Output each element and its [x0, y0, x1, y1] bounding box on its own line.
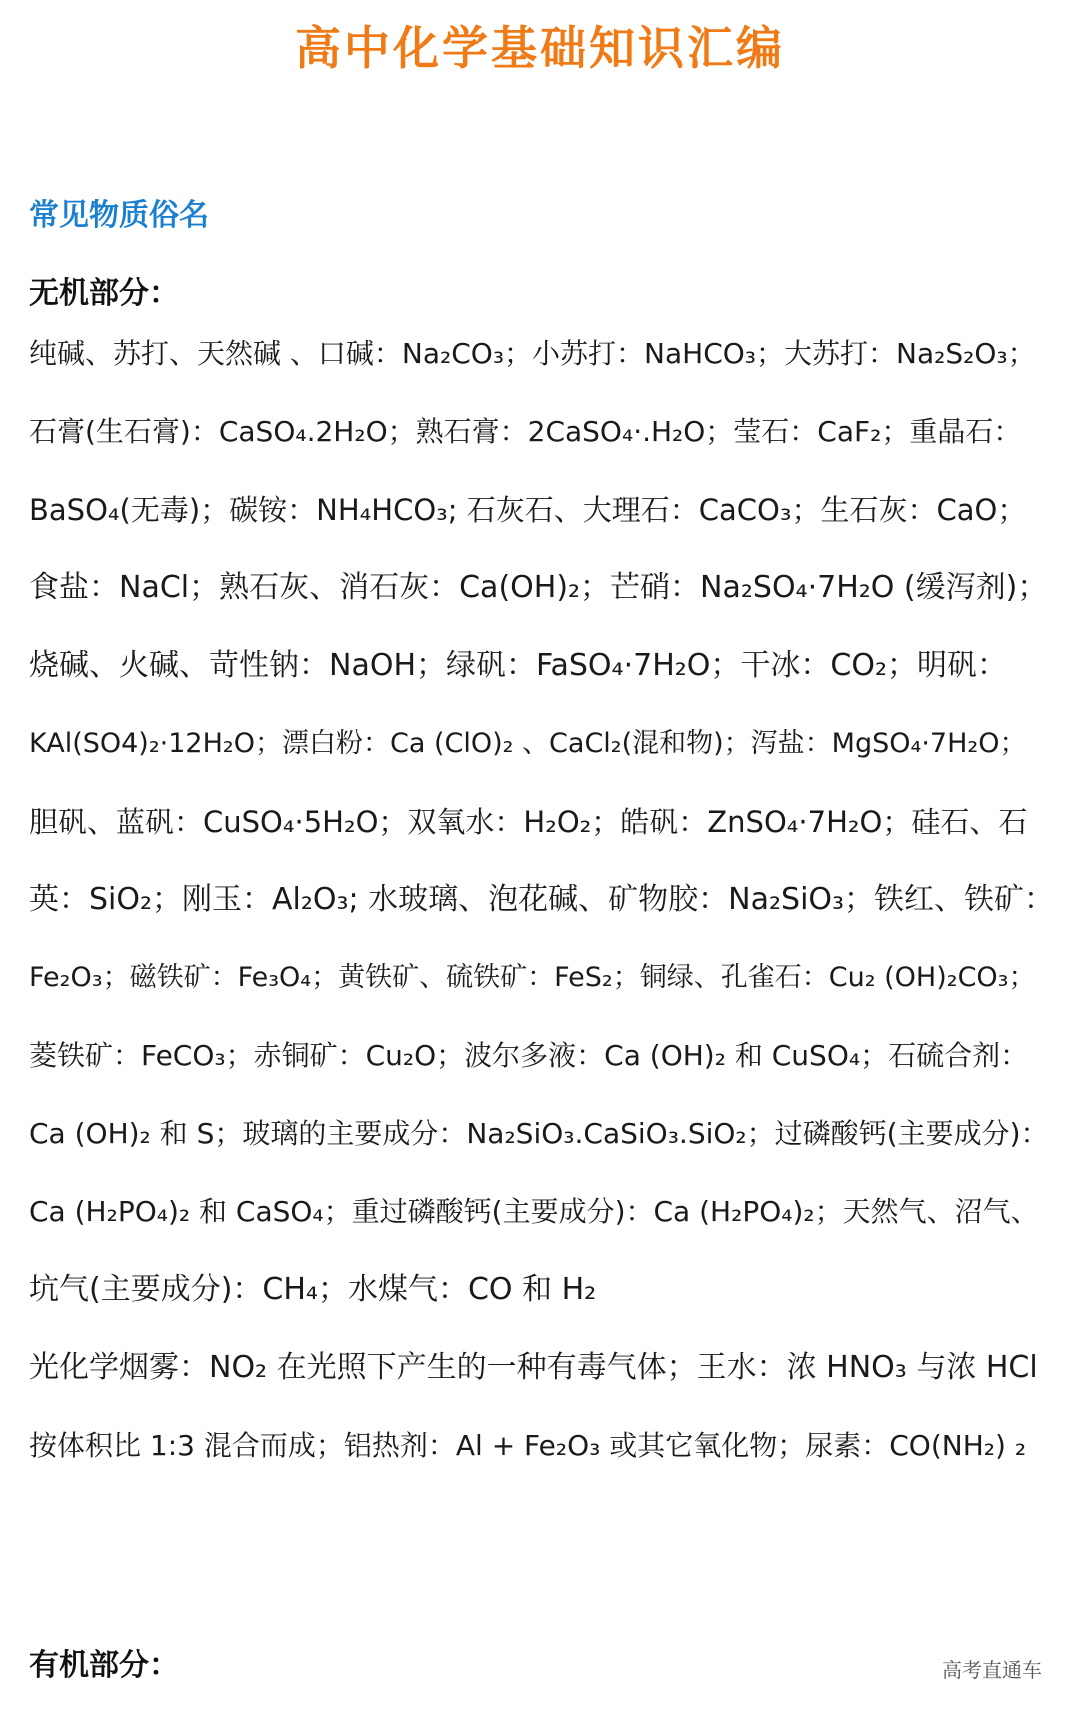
text-line: 英：SiO₂；刚玉：Al₂O₃; 水玻璃、泡花碱、矿物胶：Na₂SiO₃；铁红、铁矿： — [29, 882, 1055, 917]
text-line: 坑气(主要成分)：CH₄；水煤气：CO 和 H₂ — [29, 1272, 597, 1307]
text-line: 菱铁矿：FeCO₃；赤铜矿：Cu₂O；波尔多液：Ca (OH)₂ 和 CuSO₄；石硫合剂： — [29, 1039, 1029, 1072]
text-line: 纯碱、苏打、天然碱 、口碱：Na₂CO₃；小苏打：NaHCO₃；大苏打：Na₂S₂O₃； — [29, 337, 1036, 370]
text-line: Ca (H₂PO₄)₂ 和 CaSO₄；重过磷酸钙(主要成分)：Ca (H₂PO₄)₂；天然气、沼气、 — [29, 1195, 1039, 1228]
text-line: 食盐：NaCl；熟石灰、消石灰：Ca(OH)₂；芒硝：Na₂SO₄·7H₂O (缓泻剂)； — [29, 570, 1048, 605]
text-line: 烧碱、火碱、苛性钠：NaOH；绿矾：FaSO₄·7H₂O；干冰：CO₂；明矾： — [29, 648, 1007, 683]
watermark: 高考直通车 — [942, 1658, 1042, 1682]
section-title: 常见物质俗名 — [29, 198, 209, 233]
text-line: Ca (OH)₂ 和 S；玻璃的主要成分：Na₂SiO₃.CaSiO₃.SiO₂；过磷酸钙(主要成分)： — [29, 1117, 1049, 1150]
organic-heading: 有机部分： — [29, 1648, 179, 1683]
text-line: 按体积比 1:3 混合而成；铝热剂：Al + Fe₂O₃ 或其它氧化物；尿素：CO(NH₂) ₂ — [29, 1429, 1027, 1462]
text-line: Fe₂O₃；磁铁矿：Fe₃O₄；黄铁矿、硫铁矿：FeS₂；铜绿、孔雀石：Cu₂ (OH)₂CO₃； — [29, 962, 1036, 993]
inorganic-heading: 无机部分： — [29, 276, 179, 311]
document-title: 高中化学基础知识汇编 — [295, 21, 785, 75]
text-line: 石膏(生石膏)：CaSO₄.2H₂O；熟石膏：2CaSO₄·.H₂O；莹石：CaF₂；重晶石： — [29, 415, 1022, 448]
text-line: 光化学烟雾：NO₂ 在光照下产生的一种有毒气体；王水：浓 HNO₃ 与浓 HCl — [29, 1350, 1038, 1385]
text-line: KAl(SO4)₂·12H₂O；漂白粉：Ca (ClO)₂ 、CaCl₂(混和物)；泻盐：MgSO₄·7H₂O； — [29, 728, 1027, 759]
text-line: 胆矾、蓝矾：CuSO₄·5H₂O；双氧水：H₂O₂；皓矾：ZnSO₄·7H₂O；硅石、石 — [29, 805, 1028, 839]
text-line: BaSO₄(无毒)；碳铵：NH₄HCO₃; 石灰石、大理石：CaCO₃；生石灰：CaO； — [29, 493, 1027, 527]
